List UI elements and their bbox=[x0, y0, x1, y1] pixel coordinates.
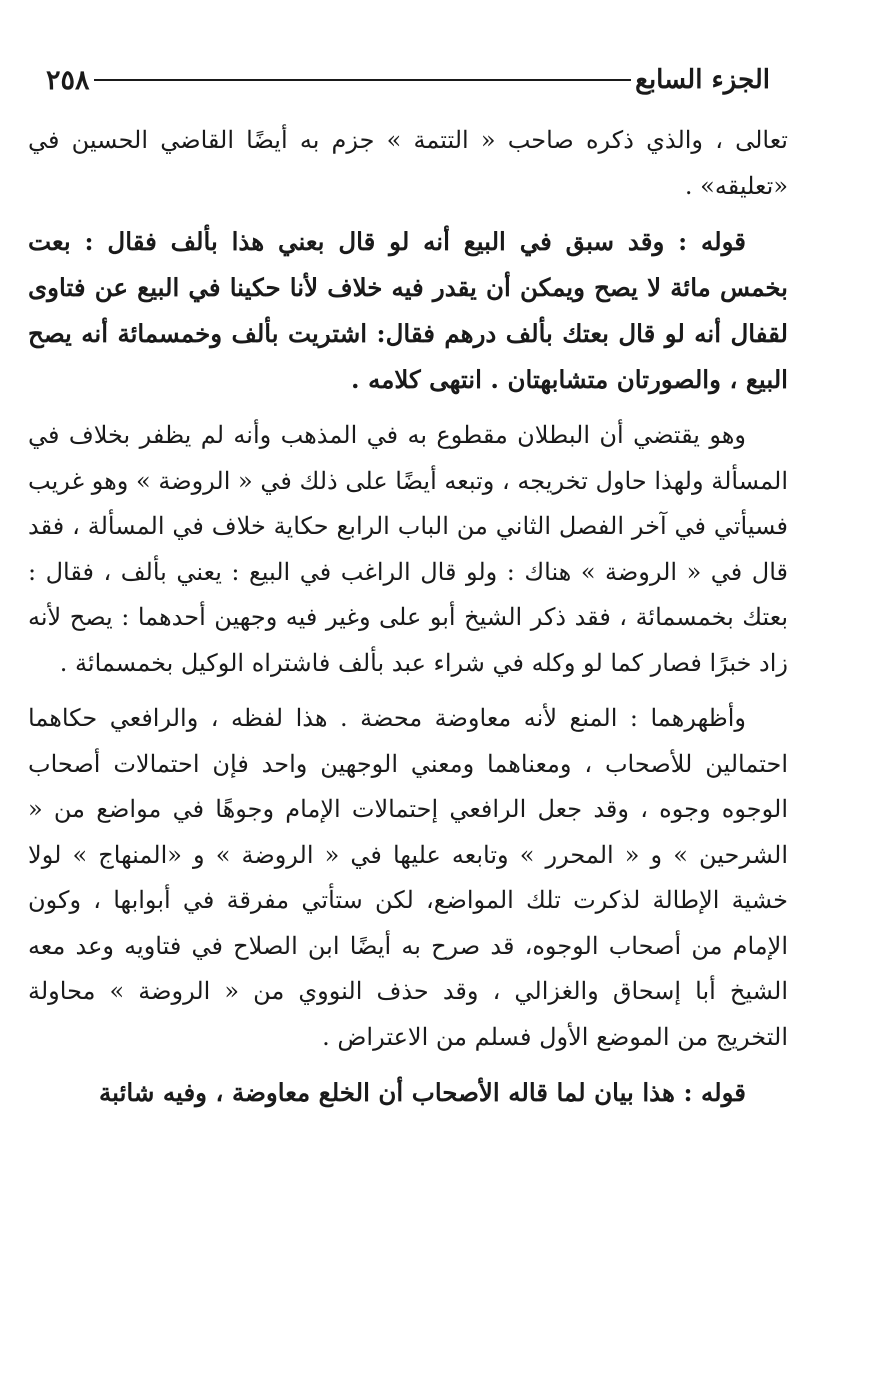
paragraph-5: قوله : هذا بيان لما قاله الأصحاب أن الخلع معاوضة ، وفيه شائبة bbox=[99, 1078, 746, 1107]
header-rule bbox=[94, 79, 632, 81]
document-page bbox=[28, 56, 788, 1126]
paragraph-3: وهو يقتضي أن البطلان مقطوع به في المذهب وأنه لم يظفر بخلاف في المسألة ولهذا حاول تخريجه ، وتبعه أيضًا على ذلك في « الروضة » وهو غريب فسيأتي في آخر الفصل الثاني من الباب الرابع حكاية خلاف في المسألة ، فقد قال في « الروضة » هناك : ولو قال الراغب في البيع : يعني بألف ، فقال : بعتك بخمسمائة ، فقد ذكر الشيخ أبو على وغير فيه وجهين أحدهما : يصح لأنه زاد خبرًا فصار كما لو وكله في شراء عبد بألف فاشتراه الوكيل بخمسمائة . bbox=[28, 421, 788, 677]
page-number: ٢٥٨ bbox=[46, 64, 90, 96]
paragraph-1: تعالى ، والذي ذكره صاحب « التتمة » جزم به أيضًا القاضي الحسين في «تعليقه» . bbox=[28, 126, 788, 200]
running-title: الجزء السابع bbox=[635, 65, 770, 95]
page-header bbox=[28, 56, 788, 104]
paragraph-2: قوله : وقد سبق في البيع أنه لو قال بعني هذا بألف فقال : بعت بخمس مائة لا يصح ويمكن أن يقدر فيه خلاف لأنا حكينا في البيع عن فتاوى لقفال أنه لو قال بعتك بألف درهم فقال: اشتريت بألف وخمسمائة أنه يصح البيع ، والصورتان متشابهتان . انتهى كلامه . bbox=[28, 227, 788, 394]
paragraph-4: وأظهرهما : المنع لأنه معاوضة محضة . هذا لفظه ، والرافعي حكاهما احتمالين للأصحاب ، ومعناهما ومعني الوجهين واحد فإن احتمالات أصحاب الوجوه وجوه ، وقد جعل الرافعي إحتمالات الإمام وجوهًا في مواضع من « الشرحين » و « المحرر » وتابعه عليها في « الروضة » و «المنهاج » لولا خشية الإطالة لذكرت تلك المواضع، لكن ستأتي مفرقة في أبوابها ، وكون الإمام من أصحاب الوجوه، قد صرح به أيضًا ابن الصلاح في فتاويه وعد معه الشيخ أبا إسحاق والغزالي ، وقد حذف النووي من « الروضة » محاولة التخريج من الموضع الأول فسلم من الاعتراض . bbox=[28, 704, 789, 1051]
